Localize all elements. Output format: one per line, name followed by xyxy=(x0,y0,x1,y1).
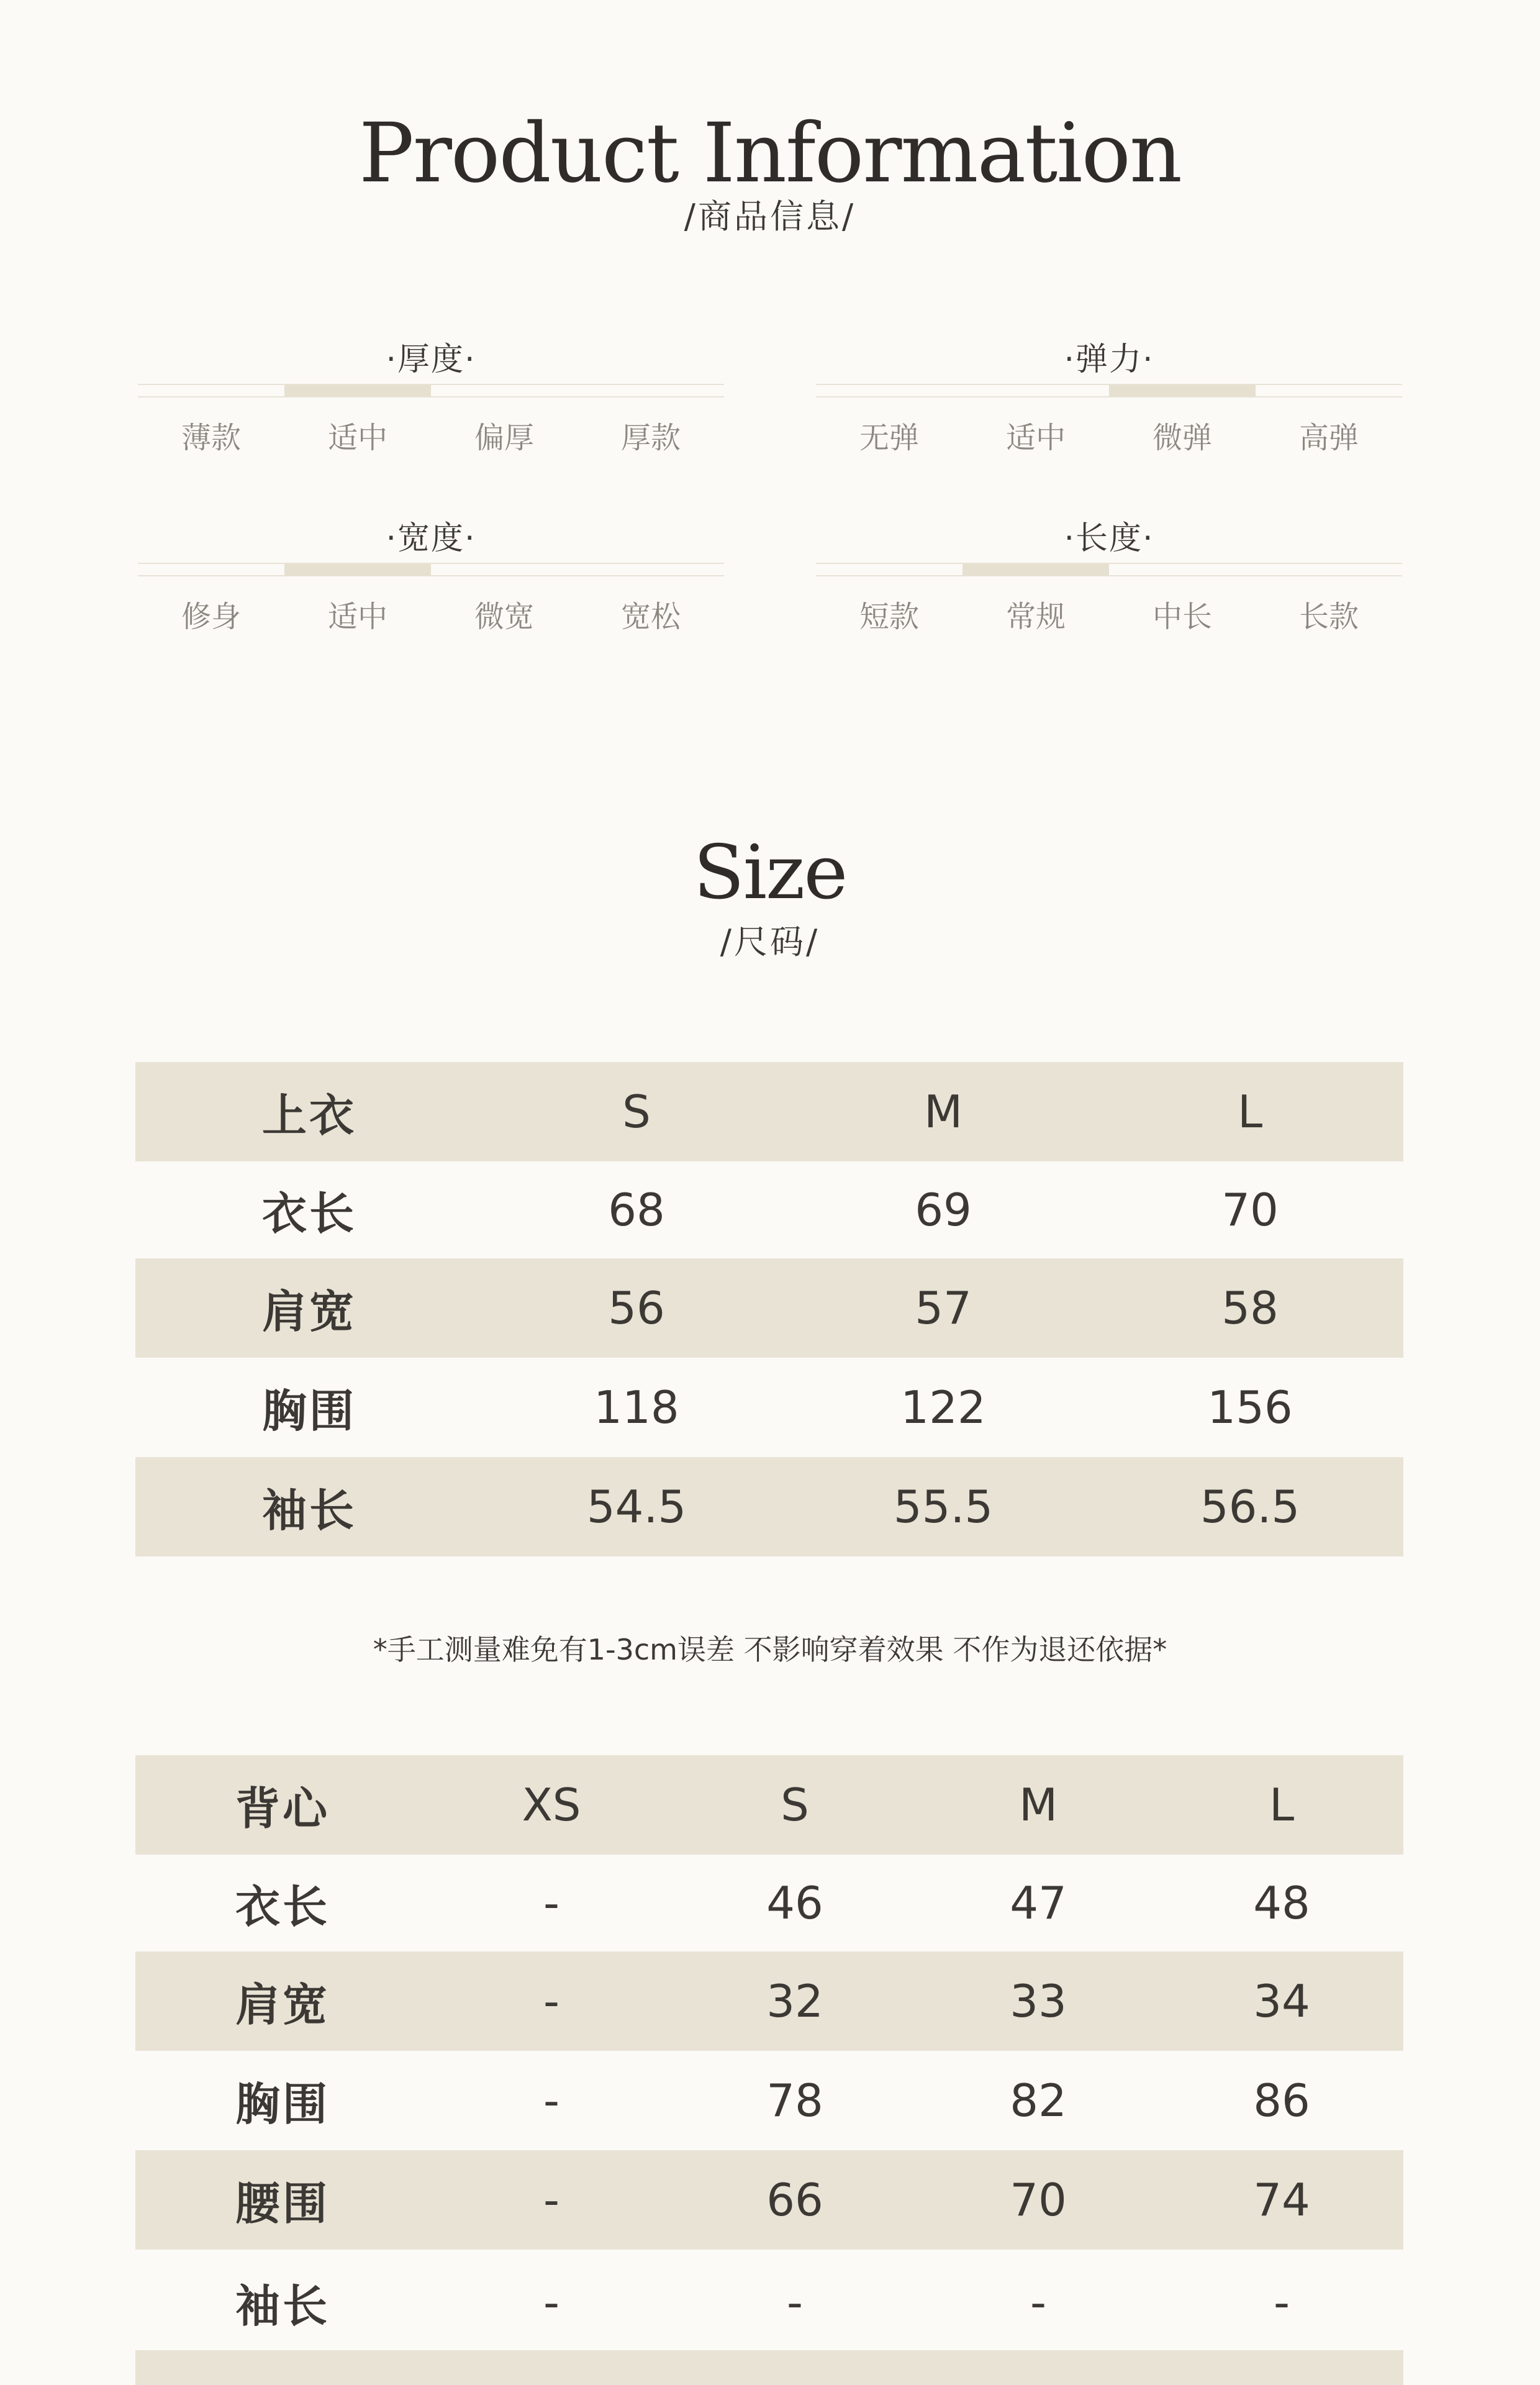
product-info-subtitle: /商品信息/ xyxy=(684,197,856,236)
scale-option: 薄款 xyxy=(181,420,241,455)
product-info-title: Product Information xyxy=(358,106,1182,201)
top-size-table xyxy=(135,1062,1403,1556)
scale-track xyxy=(138,563,724,576)
attr-label: ·弹力· xyxy=(1064,341,1154,378)
scale-option: 偏厚 xyxy=(474,420,534,455)
table-cell: 74 xyxy=(1160,2150,1403,2250)
table-row xyxy=(135,2051,1403,2150)
size-title: Size xyxy=(693,830,847,916)
vest-size-table xyxy=(135,1755,1403,2355)
table-cell: 58 xyxy=(1097,1258,1403,1358)
row-label: 肩宽 xyxy=(135,1951,430,2051)
row-label: 衣长 xyxy=(261,1188,356,1240)
scale-option: 微宽 xyxy=(474,599,534,634)
table-cell: 78 xyxy=(766,2074,823,2127)
scale-option: 无弹 xyxy=(859,420,919,455)
attr-label: ·宽度· xyxy=(386,520,476,557)
table-cell: 70 xyxy=(917,2150,1160,2250)
table-cell: 68 xyxy=(608,1184,665,1236)
table-cell: - xyxy=(430,2150,673,2250)
scale-track xyxy=(816,384,1402,398)
scale-option: 适中 xyxy=(1005,420,1066,455)
table-header-cell: M xyxy=(917,1755,1160,1855)
table-cell: - xyxy=(787,2276,803,2328)
table-row xyxy=(135,2250,1403,2355)
table-cell: 32 xyxy=(673,1951,917,2051)
next-table-row-band xyxy=(135,2350,1403,2385)
scale-option: 中长 xyxy=(1152,599,1212,634)
scale-option: 微弹 xyxy=(1152,420,1212,455)
table-row xyxy=(135,1457,1403,1556)
row-label: 袖长 xyxy=(235,2280,330,2332)
table-header-cell: L xyxy=(1097,1062,1403,1161)
table-header-row xyxy=(135,1062,1403,1161)
table-header-cell: S xyxy=(673,1755,917,1855)
table-cell: 46 xyxy=(766,1877,823,1929)
row-label: 袖长 xyxy=(135,1457,483,1556)
table-cell: 48 xyxy=(1253,1877,1310,1929)
row-label: 胸围 xyxy=(235,2078,330,2130)
scale-option: 宽松 xyxy=(620,599,681,634)
table-cell: - xyxy=(543,2074,559,2127)
table-row xyxy=(135,1855,1403,1951)
table-cell: - xyxy=(1030,2276,1046,2328)
row-label: 腰围 xyxy=(135,2150,430,2250)
table-header-cell: L xyxy=(1160,1755,1403,1855)
table-cell: 55.5 xyxy=(790,1457,1097,1556)
scale-option: 厚款 xyxy=(620,420,681,455)
table-cell: 56 xyxy=(483,1258,790,1358)
table-row xyxy=(135,2150,1403,2250)
attr-label: ·厚度· xyxy=(386,341,476,378)
table-row xyxy=(135,1161,1403,1258)
scale-option: 高弹 xyxy=(1298,420,1359,455)
table-cell: 57 xyxy=(790,1258,1097,1358)
table-cell: - xyxy=(1274,2276,1290,2328)
table-cell: 70 xyxy=(1221,1184,1279,1236)
scale-selected-segment xyxy=(1109,385,1256,396)
row-label: 胸围 xyxy=(261,1385,356,1437)
scale-option: 适中 xyxy=(327,420,387,455)
table-cell: 47 xyxy=(1010,1877,1067,1929)
scale-option: 长款 xyxy=(1298,599,1359,634)
table-row xyxy=(135,1358,1403,1457)
table-cell: 82 xyxy=(1010,2074,1067,2127)
scale-track xyxy=(816,563,1402,576)
table-cell: 86 xyxy=(1253,2074,1310,2127)
table-header-row xyxy=(135,1755,1403,1855)
table-cell: - xyxy=(430,1951,673,2051)
table-cell: 69 xyxy=(915,1184,972,1236)
table-cell: 156 xyxy=(1207,1381,1293,1433)
table-header-cell: XS xyxy=(430,1755,673,1855)
table-cell: 56.5 xyxy=(1097,1457,1403,1556)
table-cell: 54.5 xyxy=(483,1457,790,1556)
row-label: 肩宽 xyxy=(135,1258,483,1358)
scale-selected-segment xyxy=(284,385,431,396)
scale-option: 常规 xyxy=(1005,599,1066,634)
table-cell: 66 xyxy=(673,2150,917,2250)
measurement-note: *手工测量难免有1-3cm误差 不影响穿着效果 不作为退还依据* xyxy=(373,1633,1167,1666)
table-cell: 122 xyxy=(900,1381,986,1433)
table-row xyxy=(135,1951,1403,2051)
table-header-cell: S xyxy=(483,1062,790,1161)
size-subtitle: /尺码/ xyxy=(720,922,820,961)
row-label: 衣长 xyxy=(235,1881,330,1933)
table-row xyxy=(135,1258,1403,1358)
table-cell: - xyxy=(543,2276,559,2328)
table-cell: - xyxy=(543,1877,559,1929)
scale-option: 适中 xyxy=(327,599,387,634)
attr-label: ·长度· xyxy=(1064,520,1154,557)
scale-selected-segment xyxy=(962,564,1109,575)
table-header-cell: M xyxy=(790,1062,1097,1161)
table-cell: 33 xyxy=(917,1951,1160,2051)
table-cell: 34 xyxy=(1160,1951,1403,2051)
table-cell: 118 xyxy=(594,1381,679,1433)
scale-option: 修身 xyxy=(181,599,241,634)
scale-option: 短款 xyxy=(859,599,919,634)
table-header-cell: 背心 xyxy=(135,1755,430,1855)
scale-selected-segment xyxy=(284,564,431,575)
table-header-cell: 上衣 xyxy=(135,1062,483,1161)
scale-track xyxy=(138,384,724,398)
